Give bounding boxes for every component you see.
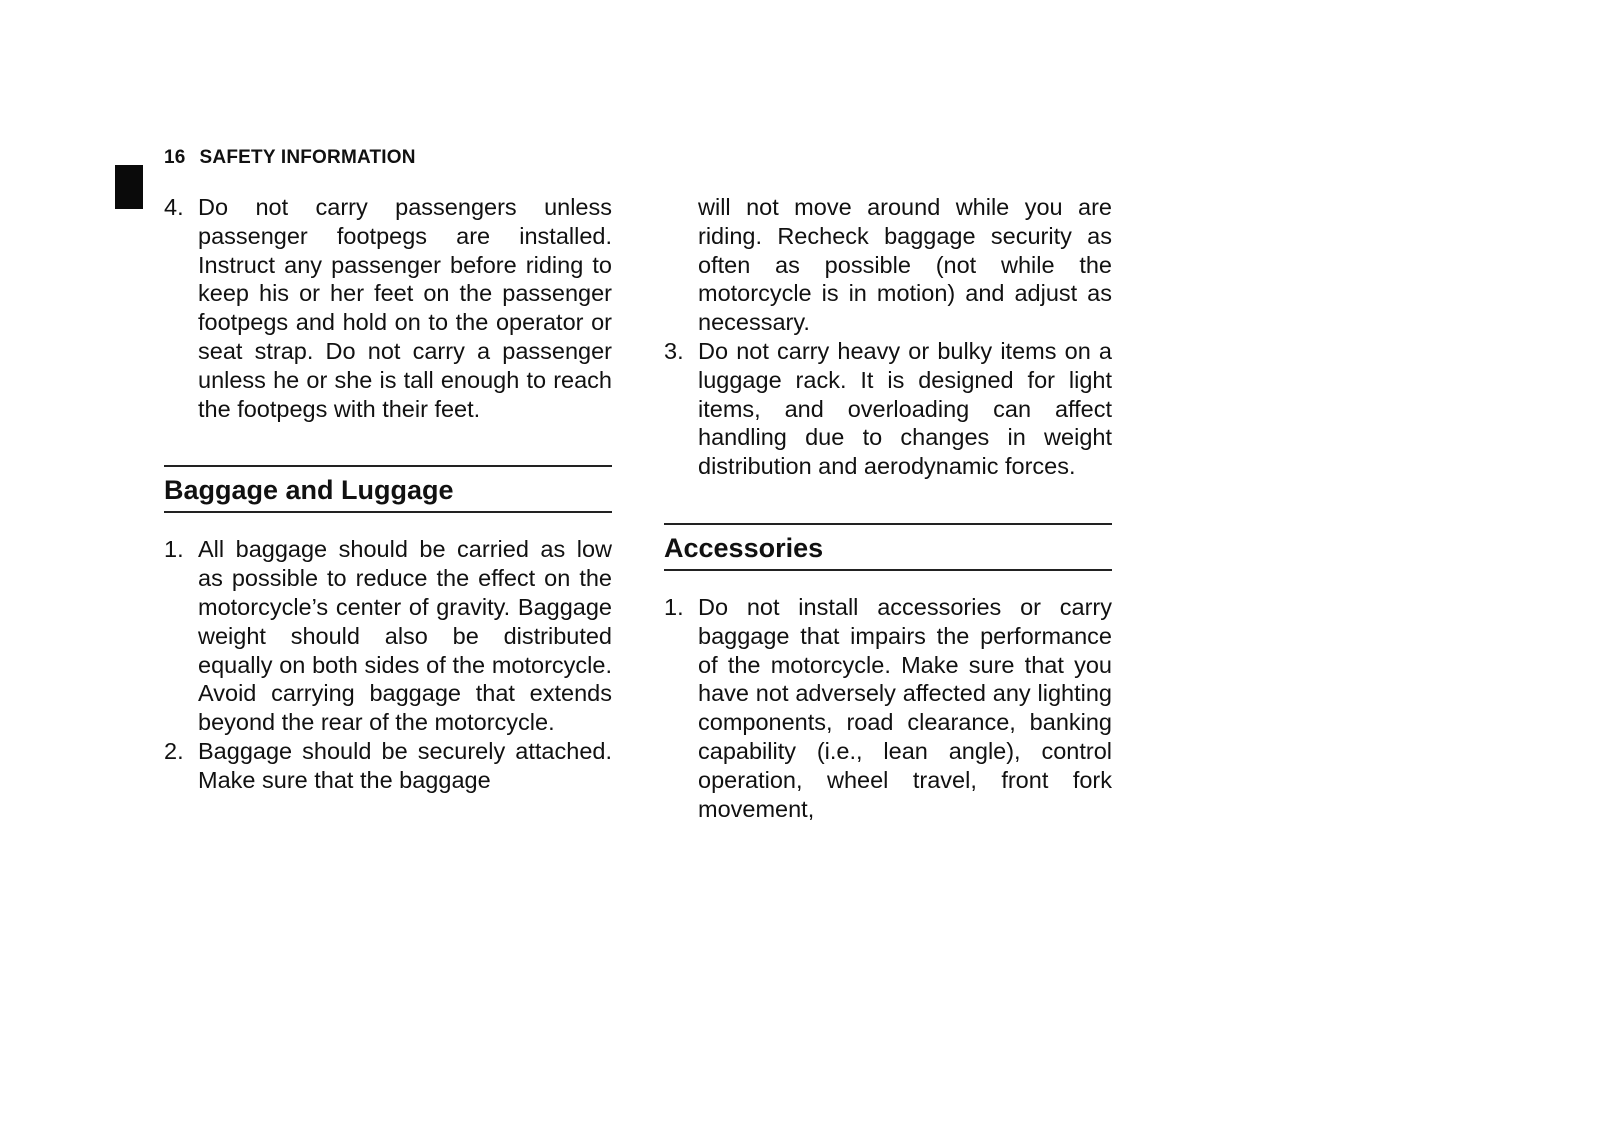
right-column [664, 193, 1112, 823]
chapter-tab-marker [115, 165, 143, 209]
list-item-baggage-3 [664, 337, 1112, 481]
page-number: 16 [164, 147, 186, 168]
left-column [164, 193, 612, 795]
section-heading-baggage: Baggage and Luggage [164, 465, 612, 513]
item-text: Baggage should be securely attached. Make sure that the baggage [198, 737, 612, 793]
list-item-passengers [164, 193, 612, 423]
item-text: Do not carry heavy or bulky items on a luggage rack. It is designed for light items, and overloading can affect handling due to changes in weight distribution and aerodynamic forces. [698, 337, 1112, 480]
section-title: SAFETY INFORMATION [199, 147, 416, 168]
item-number: 1. [664, 593, 684, 620]
item-text: Do not install accessories or carry baggage that impairs the performance of the motorcycle. Make sure that you have not adversely affected any lighting components, road clearance, banking capability (i.e., lean angle), control operation, wheel travel, front fork movement, [698, 593, 1112, 822]
list-item-accessories-1 [664, 593, 1112, 823]
list-item-baggage-1 [164, 535, 612, 737]
item-text: Do not carry passengers unless passenger footpegs are installed. Instruct any passenger before riding to keep his or her feet on the passenger footpegs and hold on to the operator or seat strap. Do not carry a passenger unless he or she is tall enough to reach the footpegs with their feet. [198, 194, 612, 422]
item-number: 2. [164, 737, 184, 764]
item-number: 1. [164, 536, 184, 563]
running-header [164, 147, 416, 169]
item-number: 4. [164, 194, 184, 220]
item-number: 3. [664, 337, 684, 364]
list-item-baggage-2 [164, 737, 612, 795]
section-heading-accessories: Accessories [664, 523, 1112, 571]
list-item-baggage-2-continued: will not move around while you are riding. Recheck baggage security as often as possible (not while the motorcycle is in motion) and adjust as necessary. [698, 194, 1112, 336]
item-text: All baggage should be carried as low as possible to reduce the effect on the motorcycle’s center of gravity. Baggage weight should also be distributed equally on both sides of the motorcycle. Avoid carrying baggage that extends beyond the rear of the motorcycle. [198, 536, 612, 736]
